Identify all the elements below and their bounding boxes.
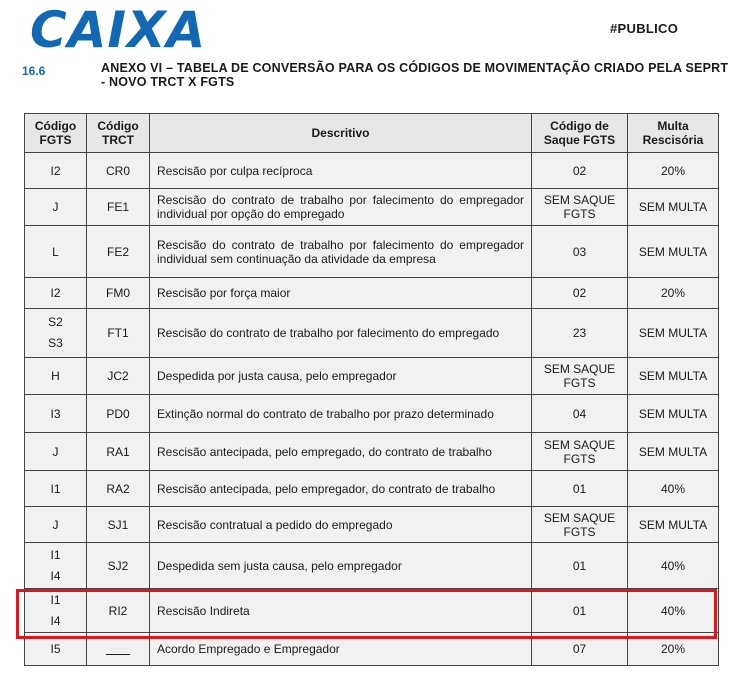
cell-trct: PD0	[87, 395, 150, 433]
cell-multa: SEM MULTA	[628, 309, 719, 358]
cell-fgts: J	[25, 507, 87, 543]
cell-multa: 40%	[628, 543, 719, 589]
cell-fgts: I2	[25, 153, 87, 189]
section-title: ANEXO VI – TABELA DE CONVERSÃO PARA OS CÓDIGOS DE MOVIMENTAÇÃO CRIADO PELA SEPRT - NOVO TRCT X FGTS	[101, 61, 729, 89]
cell-multa: 40%	[628, 589, 719, 633]
cell-trct: JC2	[87, 358, 150, 395]
header-codigo-trct: Código TRCT	[87, 114, 150, 153]
cell-saque: 07	[532, 633, 628, 666]
table-row	[25, 358, 719, 395]
section-number: 16.6	[22, 64, 46, 78]
table-row	[25, 153, 719, 189]
table-row	[25, 471, 719, 507]
cell-saque: 03	[532, 226, 628, 278]
cell-descritivo: Extinção normal do contrato de trabalho por prazo determinado	[150, 395, 532, 433]
conversion-table-container	[24, 113, 718, 666]
cell-trct: RA2	[87, 471, 150, 507]
table-header-row	[25, 114, 719, 153]
cell-saque: SEM SAQUE FGTS	[532, 507, 628, 543]
table-row	[25, 278, 719, 309]
cell-fgts: I2	[25, 278, 87, 309]
cell-fgts: I1 I4	[25, 543, 87, 589]
cell-trct: SJ2	[87, 543, 150, 589]
table-row-highlighted	[25, 589, 719, 633]
conversion-table	[24, 113, 719, 666]
table-row	[25, 633, 719, 666]
cell-saque: SEM SAQUE FGTS	[532, 433, 628, 471]
cell-trct: SJ1	[87, 507, 150, 543]
cell-descritivo: Rescisão por culpa recíproca	[150, 153, 532, 189]
cell-trct: FT1	[87, 309, 150, 358]
cell-descritivo: Rescisão do contrato de trabalho por falecimento do empregador individual sem continuação da atividade da empresa	[150, 226, 532, 278]
cell-descritivo: Rescisão contratual a pedido do empregado	[150, 507, 532, 543]
cell-descritivo: Rescisão antecipada, pelo empregador, do contrato de trabalho	[150, 471, 532, 507]
cell-trct: FM0	[87, 278, 150, 309]
header-descritivo: Descritivo	[150, 114, 532, 153]
cell-descritivo: Despedida por justa causa, pelo empregador	[150, 358, 532, 395]
cell-saque: SEM SAQUE FGTS	[532, 189, 628, 226]
cell-trct: FE2	[87, 226, 150, 278]
table-row	[25, 226, 719, 278]
header-codigo-saque: Código de Saque FGTS	[532, 114, 628, 153]
header-multa: Multa Rescisória	[628, 114, 719, 153]
cell-multa: SEM MULTA	[628, 507, 719, 543]
cell-multa: 20%	[628, 153, 719, 189]
cell-multa: SEM MULTA	[628, 358, 719, 395]
cell-fgts: J	[25, 189, 87, 226]
cell-trct: RI2	[87, 589, 150, 633]
cell-fgts: J	[25, 433, 87, 471]
cell-multa: 20%	[628, 278, 719, 309]
cell-multa: SEM MULTA	[628, 395, 719, 433]
cell-fgts: I3	[25, 395, 87, 433]
cell-saque: 02	[532, 153, 628, 189]
cell-fgts: I5	[25, 633, 87, 666]
cell-descritivo: Rescisão antecipada, pelo empregado, do contrato de trabalho	[150, 433, 532, 471]
cell-saque: 04	[532, 395, 628, 433]
cell-trct: CR0	[87, 153, 150, 189]
cell-fgts: H	[25, 358, 87, 395]
table-row	[25, 309, 719, 358]
blank-code-line	[106, 644, 130, 655]
table-row	[25, 433, 719, 471]
cell-saque: 01	[532, 471, 628, 507]
cell-descritivo: Rescisão Indireta	[150, 589, 532, 633]
cell-saque: 01	[532, 589, 628, 633]
cell-multa: 40%	[628, 471, 719, 507]
cell-descritivo: Acordo Empregado e Empregador	[150, 633, 532, 666]
cell-saque: SEM SAQUE FGTS	[532, 358, 628, 395]
cell-descritivo: Rescisão do contrato de trabalho por falecimento do empregado	[150, 309, 532, 358]
cell-saque: 01	[532, 543, 628, 589]
cell-descritivo: Rescisão do contrato de trabalho por falecimento do empregador individual por opção do empregado	[150, 189, 532, 226]
cell-multa: 20%	[628, 633, 719, 666]
cell-saque: 02	[532, 278, 628, 309]
cell-saque: 23	[532, 309, 628, 358]
cell-fgts: I1	[25, 471, 87, 507]
cell-trct: RA1	[87, 433, 150, 471]
table-row	[25, 395, 719, 433]
table-row	[25, 189, 719, 226]
header-codigo-fgts: Código FGTS	[25, 114, 87, 153]
cell-multa: SEM MULTA	[628, 189, 719, 226]
caixa-logo	[30, 1, 207, 59]
cell-descritivo: Despedida sem justa causa, pelo empregador	[150, 543, 532, 589]
classification-label: #PUBLICO	[610, 21, 679, 36]
cell-trct	[87, 633, 150, 666]
table-row	[25, 507, 719, 543]
cell-fgts: L	[25, 226, 87, 278]
cell-trct: FE1	[87, 189, 150, 226]
cell-fgts: I1 I4	[25, 589, 87, 633]
cell-multa: SEM MULTA	[628, 226, 719, 278]
cell-descritivo: Rescisão por força maior	[150, 278, 532, 309]
cell-fgts: S2 S3	[25, 309, 87, 358]
table-row	[25, 543, 719, 589]
logo-text: CAIXA	[30, 1, 207, 59]
cell-multa: SEM MULTA	[628, 433, 719, 471]
